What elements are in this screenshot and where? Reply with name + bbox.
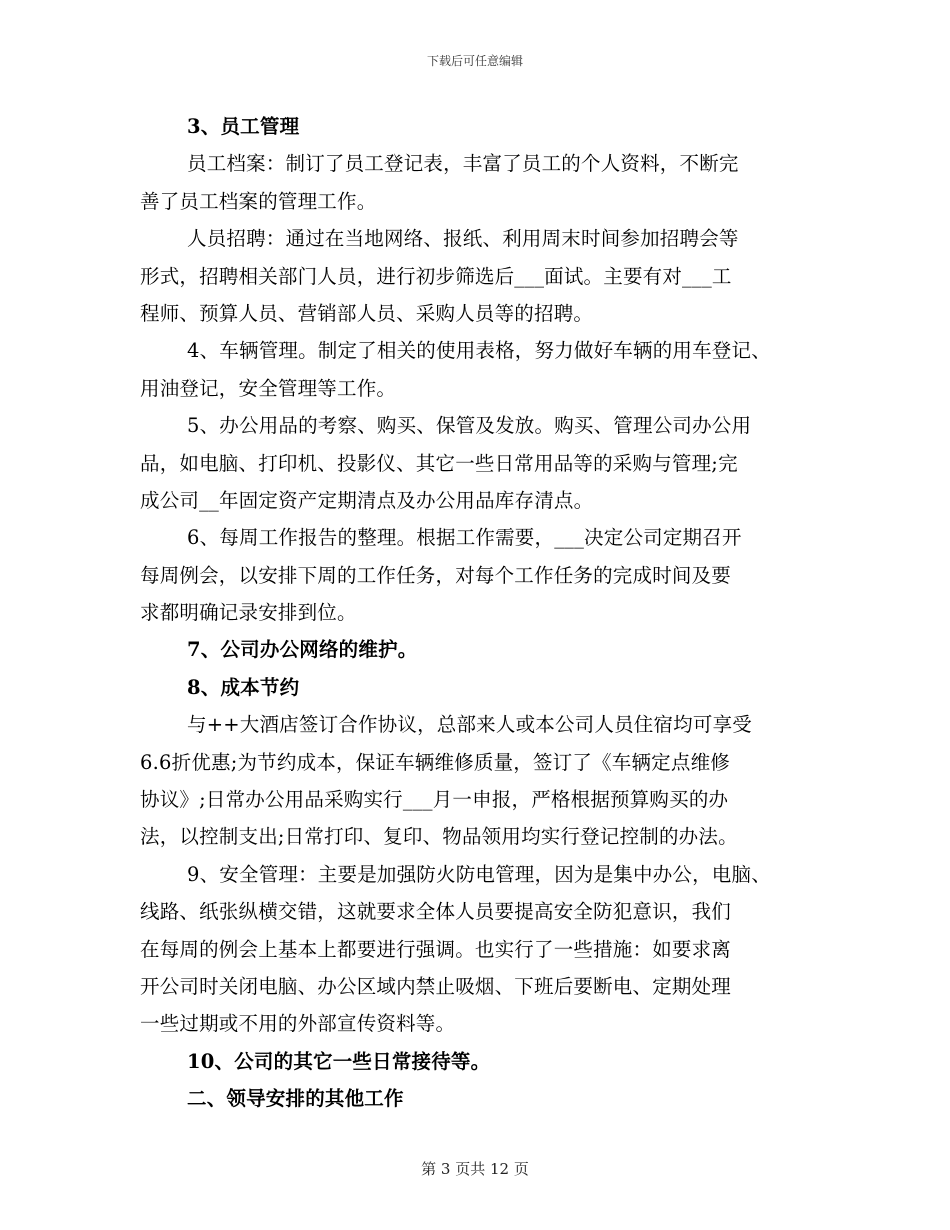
page-header: 下载后可任意编辑: [426, 54, 523, 68]
paragraph-line: 9、安全管理：主要是加强防火防电管理，因为是集中办公，电脑、: [187, 862, 771, 886]
paragraph-line: 品，如电脑、打印机、投影仪、其它一些日常用品等的采购与管理;完: [140, 451, 738, 475]
paragraph-line: 4、车辆管理。制定了相关的使用表格，努力做好车辆的用车登记、: [187, 339, 771, 363]
paragraph-line: 协议》;日常办公用品采购实行___月一申报，严格根据预算购买的办: [140, 788, 729, 812]
paragraph-line: 员工档案：制订了员工登记表，丰富了员工的个人资料，不断完: [187, 152, 739, 176]
section-heading: 二、领导安排的其他工作: [187, 1087, 404, 1111]
paragraph-line: 6.6折优惠;为节约成本，保证车辆维修质量，签订了《车辆定点维修: [140, 750, 730, 774]
section-heading: 3、员工管理: [187, 115, 300, 138]
paragraph-line: 开公司时关闭电脑、办公区域内禁止吸烟、下班后要断电、定期处理: [140, 974, 732, 998]
paragraph-line: 法，以控制支出;日常打印、复印、物品领用均实行登记控制的办法。: [140, 825, 738, 849]
paragraph-line: 善了员工档案的管理工作。: [140, 189, 377, 213]
paragraph-line: 一些过期或不用的外部宣传资料等。: [140, 1012, 456, 1036]
page-footer: 第 3 页共 12 页: [421, 1160, 529, 1178]
paragraph-line: 与++大酒店签订合作协议，总部来人或本公司人员住宿均可享受: [187, 713, 752, 737]
section-heading: 7、公司办公网络的维护。: [187, 638, 418, 662]
paragraph-line: 人员招聘：通过在当地网络、报纸、利用周末时间参加招聘会等: [187, 227, 739, 251]
section-heading: 10、公司的其它一些日常接待等。: [187, 1049, 491, 1073]
paragraph-line: 形式，招聘相关部门人员，进行初步筛选后___面试。主要有对___工: [140, 264, 732, 288]
paragraph-line: 在每周的例会上基本上都要进行强调。也实行了一些措施：如要求离: [140, 937, 732, 961]
document-body: [140, 108, 840, 1118]
paragraph-line: 线路、纸张纵横交错，这就要求全体人员要提高安全防犯意识，我们: [140, 900, 732, 924]
section-heading: 8、成本节约: [187, 675, 300, 699]
paragraph-line: 求都明确记录安排到位。: [140, 601, 357, 625]
paragraph-line: 成公司__年固定资产定期清点及办公用品库存清点。: [140, 488, 594, 512]
paragraph-line: 用油登记，安全管理等工作。: [140, 376, 397, 400]
paragraph-line: 5、办公用品的考察、购买、保管及发放。购买、管理公司办公用: [187, 414, 752, 438]
paragraph-line: 程师、预算人员、营销部人员、采购人员等的招聘。: [140, 301, 594, 325]
paragraph-line: 每周例会，以安排下周的工作任务，对每个工作任务的完成时间及要: [140, 563, 732, 587]
paragraph-line: 6、每周工作报告的整理。根据工作需要，___决定公司定期召开: [187, 526, 742, 550]
